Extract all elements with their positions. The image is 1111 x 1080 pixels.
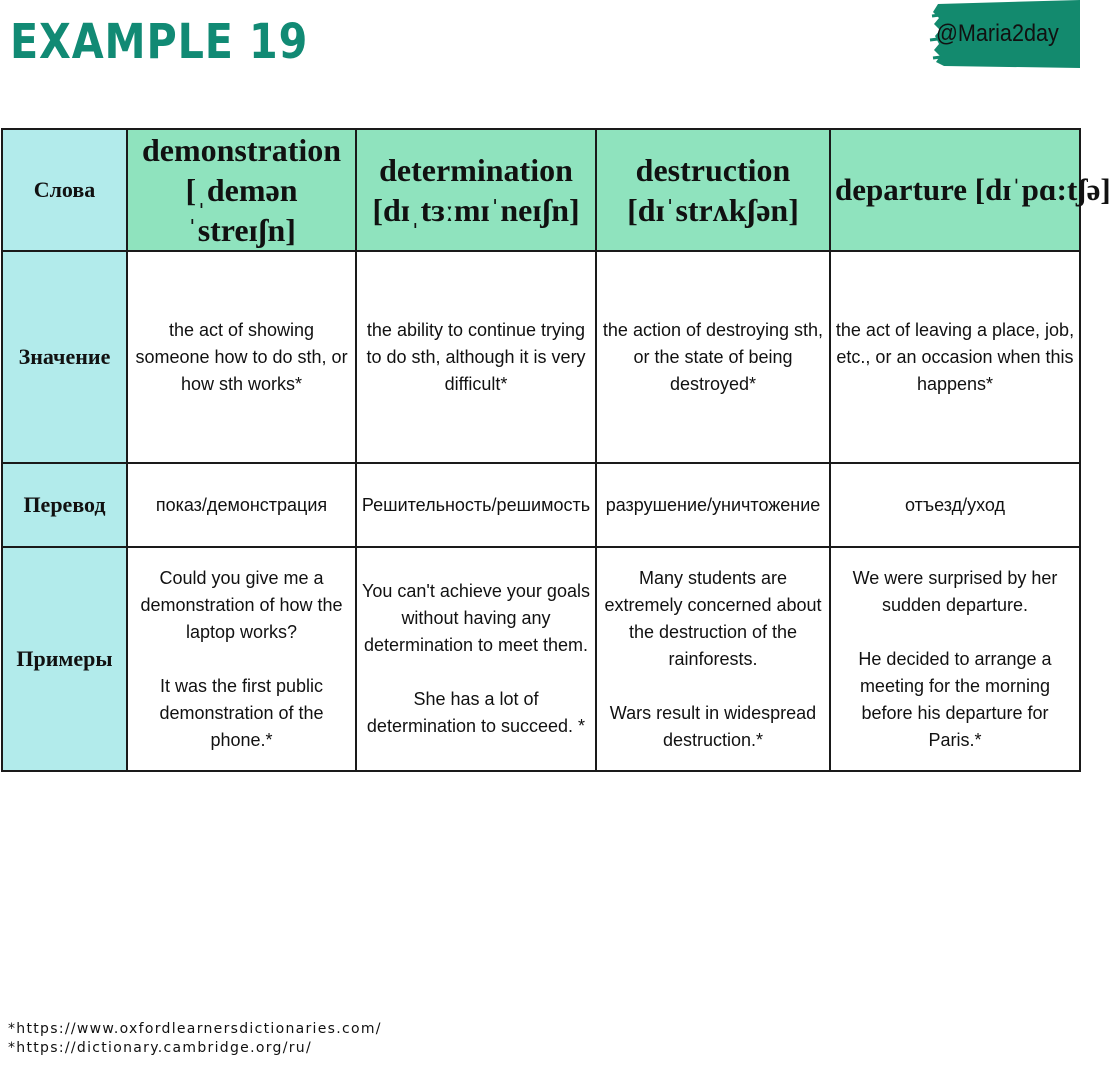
word-cell-departure <box>830 129 1111 251</box>
meaning-cell: the act of showing someone how to do sth, or how sth works* <box>127 251 356 463</box>
example-sentence: Many students are extremely concerned about the destruction of the rainforests. <box>604 567 822 669</box>
examples-cell <box>127 547 356 771</box>
translation-cell: отъезд/уход <box>830 463 1080 547</box>
word-cell-determination <box>356 129 596 251</box>
sources-footnote <box>8 1020 382 1058</box>
examples-cell <box>830 547 1080 771</box>
row-label-words: Слова <box>2 129 127 251</box>
word-cell-destruction <box>596 129 830 251</box>
translation-cell: показ/демонстрация <box>127 463 356 547</box>
example-sentence: He decided to arrange a meeting for the morning before his departure for Paris.* <box>858 648 1052 750</box>
example-sentence: She has a lot of determination to succeed. * <box>366 689 586 736</box>
page-title: EXAMPLE 19 <box>10 14 309 70</box>
word-title: demonstration <box>141 132 342 168</box>
examples-cell <box>596 547 830 771</box>
example-sentence: Could you give me a demonstration of how the laptop works? <box>140 567 343 642</box>
word-title: departure [dɪˈpɑ:tʃə] <box>835 171 1111 207</box>
translation-cell: разрушение/уничтожение <box>596 463 830 547</box>
examples-row <box>2 547 1080 771</box>
examples-cell <box>356 547 596 771</box>
row-label-translation: Перевод <box>2 463 127 547</box>
meaning-cell: the ability to continue trying to do sth, although it is very difficult* <box>356 251 596 463</box>
example-sentence: We were surprised by her sudden departure. <box>852 567 1058 615</box>
translation-row <box>2 463 1080 547</box>
example-sentence: You can't achieve your goals without having any determination to meet them. <box>362 581 590 655</box>
source-link[interactable]: *https://www.oxfordlearnersdictionaries.com/ <box>8 1021 382 1037</box>
words-row <box>2 129 1080 251</box>
word-transcription: [dɪˌtɜːmɪˈneɪʃn] <box>372 192 580 228</box>
example-sentence: Wars result in widespread destruction.* <box>609 702 817 750</box>
word-title: destruction <box>635 152 791 188</box>
word-transcription: [ˌdemənˈstreɪʃn] <box>185 172 298 248</box>
word-transcription: [dɪˈstrʌkʃən] <box>627 192 799 228</box>
translation-cell: Решительность/решимость <box>356 463 596 547</box>
example-sentence: It was the first public demonstration of the phone.* <box>159 675 324 750</box>
vocabulary-table <box>1 128 1111 772</box>
author-handle: @Maria2day <box>936 20 1059 47</box>
word-title: determination <box>379 152 573 188</box>
source-link[interactable]: *https://dictionary.cambridge.org/ru/ <box>8 1039 312 1056</box>
word-cell-demonstration <box>127 129 356 251</box>
meaning-row <box>2 251 1080 463</box>
row-label-meaning: Значение <box>2 251 127 463</box>
meaning-cell: the action of destroying sth, or the state of being destroyed* <box>596 251 830 463</box>
row-label-examples: Примеры <box>2 547 127 771</box>
meaning-cell: the act of leaving a place, job, etc., or an occasion when this happens* <box>830 251 1080 463</box>
